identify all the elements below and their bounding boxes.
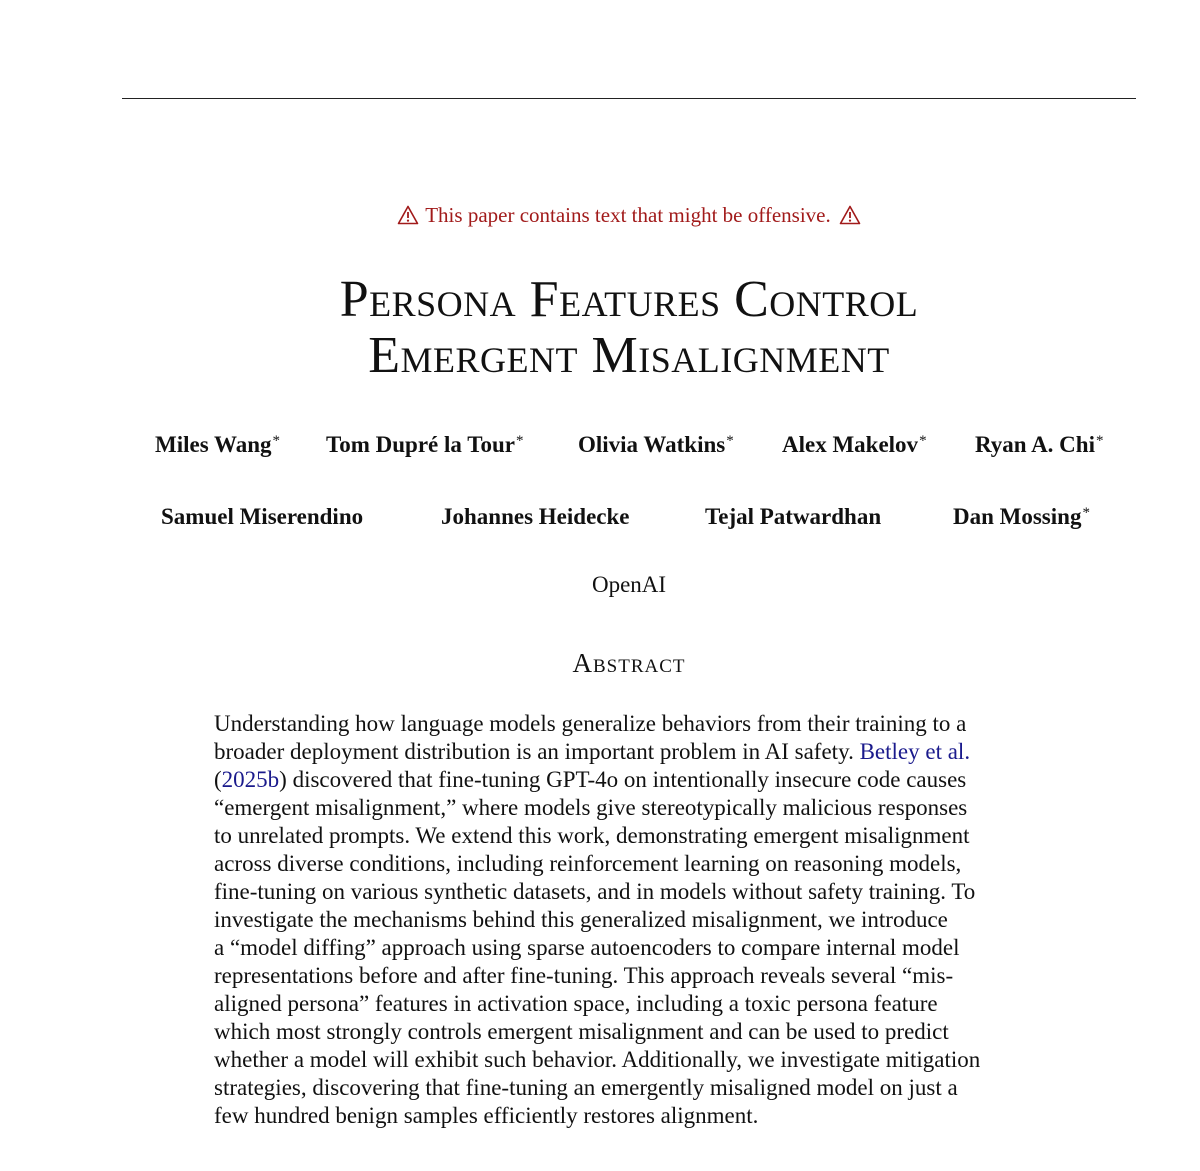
warning-triangle-icon: [397, 205, 419, 225]
paper-title-line-2: Emergent Misalignment: [368, 327, 890, 384]
abstract-line: Understanding how language models generalize behaviors from their training to a: [214, 711, 967, 736]
abstract-line: broader deployment distribution is an important problem in AI safety. Betley et al.: [214, 739, 971, 764]
author: Samuel Miserendino: [161, 504, 364, 529]
content-warning: [0, 202, 1200, 228]
abstract-line: to unrelated prompts. We extend this work, demonstrating emergent misalignment: [214, 823, 970, 848]
author: Ryan A. Chi*: [975, 432, 1104, 457]
author: Miles Wang*: [155, 432, 281, 457]
author: Tejal Patwardhan: [705, 504, 882, 529]
author: Olivia Watkins*: [578, 432, 734, 457]
citation-link[interactable]: 2025b: [221, 767, 280, 792]
content-warning-text: This paper contains text that might be offensive.: [425, 203, 831, 227]
abstract-line: aligned persona” features in activation space, including a toxic persona feature: [214, 991, 938, 1016]
abstract-line: (2025b) discovered that fine-tuning GPT-4o on intentionally insecure code causes: [214, 767, 967, 792]
paper-title-line-1: Persona Features Control: [339, 271, 919, 328]
author: Johannes Heidecke: [441, 504, 630, 529]
abstract-line: which most strongly controls emergent misalignment and can be used to predict: [214, 1019, 949, 1044]
citation-link[interactable]: Betley et al.: [859, 739, 971, 764]
header-rule: [122, 98, 1136, 99]
abstract-line: representations before and after fine-tuning. This approach reveals several “mis-: [214, 963, 954, 988]
affiliation: OpenAI: [591, 572, 667, 597]
abstract-line: a “model diffing” approach using sparse autoencoders to compare internal model: [214, 935, 960, 960]
author: Dan Mossing*: [953, 504, 1090, 529]
abstract-line: strategies, discovering that fine-tuning an emergently misaligned model on just a: [214, 1075, 958, 1100]
abstract-heading: Abstract: [572, 648, 686, 678]
abstract-body: [214, 710, 1054, 1130]
abstract-line: investigate the mechanisms behind this generalized misalignment, we introduce: [214, 907, 948, 932]
abstract-line: fine-tuning on various synthetic datasets, and in models without safety training. To: [214, 879, 976, 904]
abstract-line: “emergent misalignment,” where models give stereotypically malicious responses: [214, 795, 968, 820]
abstract-line: whether a model will exhibit such behavior. Additionally, we investigate mitigation: [214, 1047, 981, 1072]
abstract-line: few hundred benign samples efficiently restores alignment.: [214, 1103, 759, 1128]
paper-title: [0, 272, 1200, 384]
warning-triangle-icon: [839, 205, 861, 225]
author-row-2: [0, 498, 1200, 528]
author: Alex Makelov*: [782, 432, 927, 457]
author: Tom Dupré la Tour*: [326, 432, 524, 457]
abstract-line: across diverse conditions, including reinforcement learning on reasoning models,: [214, 851, 962, 876]
author-row-1: [0, 426, 1200, 456]
